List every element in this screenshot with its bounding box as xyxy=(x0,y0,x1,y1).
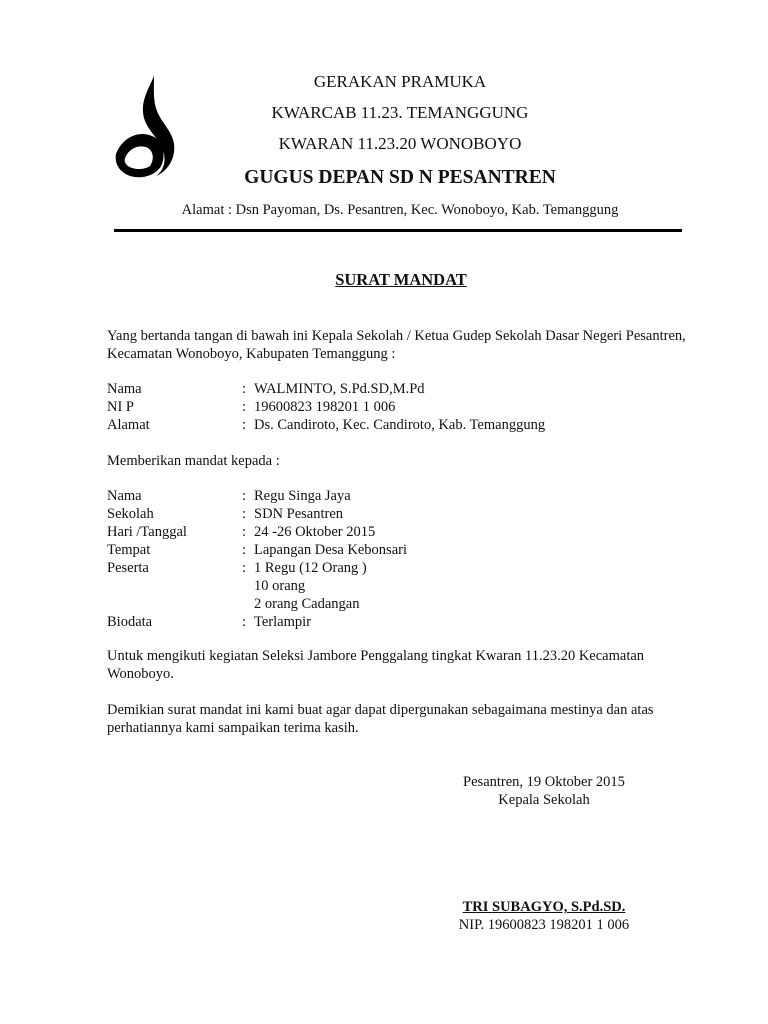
field-label: Nama xyxy=(107,488,142,504)
gudep-name: GUGUS DEPAN SD N PESANTREN xyxy=(244,167,556,188)
field-label: Nama xyxy=(107,381,142,397)
field-separator: : xyxy=(242,381,247,397)
signature-role: Kepala Sekolah xyxy=(498,792,590,808)
kwarcab-name: KWARCAB 11.23. TEMANGGUNG xyxy=(271,103,529,122)
header-divider xyxy=(114,229,682,232)
field-value: WALMINTO, S.Pd.SD,M.Pd xyxy=(254,381,425,397)
closing-paragraph: Demikian surat mandat ini kami buat agar dapat dipergunakan sebagaimana mestinya dan atas perhatiannya kami sampaikan terima kasih. xyxy=(107,702,654,736)
field-label: Hari /Tanggal xyxy=(107,524,187,540)
field-label: Sekolah xyxy=(107,506,154,522)
field-value: Regu Singa Jaya xyxy=(254,488,351,504)
field-label: Peserta xyxy=(107,560,149,576)
given-to-text: Memberikan mandat kepada : xyxy=(107,453,280,469)
org-name: GERAKAN PRAMUKA xyxy=(313,72,487,91)
field-label: Alamat xyxy=(107,417,150,433)
field-value: 1 Regu (12 Orang ) xyxy=(254,560,367,576)
field-separator: : xyxy=(242,399,247,415)
purpose-paragraph: Untuk mengikuti kegiatan Seleksi Jambore Penggalang tingkat Kwaran 11.23.20 Kecamatan Wonoboyo. xyxy=(107,648,645,682)
field-separator: : xyxy=(242,560,247,576)
intro-paragraph: Yang bertanda tangan di bawah ini Kepala Sekolah / Ketua Gudep Sekolah Dasar Negeri Pesantren, Kecamatan Wonoboyo, Kabupaten Temanggung : xyxy=(107,328,686,362)
field-value-continued: 2 orang Cadangan xyxy=(254,596,360,612)
kwaran-name: KWARAN 11.23.20 WONOBOYO xyxy=(278,134,522,153)
field-label: Tempat xyxy=(107,542,151,558)
field-value: 24 -26 Oktober 2015 xyxy=(254,524,376,540)
field-value-continued: 10 orang xyxy=(254,578,306,594)
field-separator: : xyxy=(242,506,247,522)
field-value: 19600823 198201 1 006 xyxy=(254,399,396,415)
field-separator: : xyxy=(242,488,247,504)
field-separator: : xyxy=(242,542,247,558)
header-address: Alamat : Dsn Payoman, Ds. Pesantren, Kec. Wonoboyo, Kab. Temanggung xyxy=(181,202,619,218)
field-value: Terlampir xyxy=(254,614,311,630)
field-value: SDN Pesantren xyxy=(254,506,344,522)
field-label: NI P xyxy=(107,399,134,415)
field-separator: : xyxy=(242,614,247,630)
signature-place-date: Pesantren, 19 Oktober 2015 xyxy=(463,774,625,790)
signature-name: TRI SUBAGYO, S.Pd.SD. xyxy=(462,899,626,915)
field-separator: : xyxy=(242,524,247,540)
field-value: Ds. Candiroto, Kec. Candiroto, Kab. Temanggung xyxy=(254,417,546,433)
field-value: Lapangan Desa Kebonsari xyxy=(254,542,407,558)
field-label: Biodata xyxy=(107,614,153,630)
signature-nip: NIP. 19600823 198201 1 006 xyxy=(458,917,630,933)
field-separator: : xyxy=(242,417,247,433)
letter-title: SURAT MANDAT xyxy=(335,270,467,289)
